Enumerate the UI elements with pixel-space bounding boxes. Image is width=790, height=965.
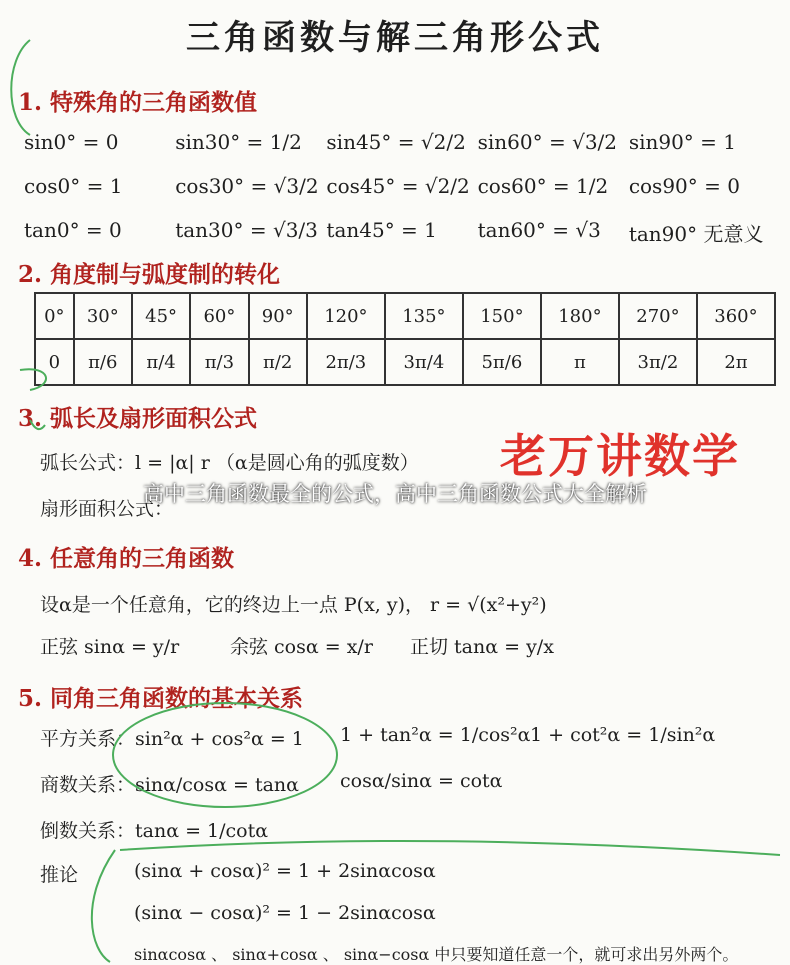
section-basic-relations-heading: 5. 同角三角函数的基本关系 — [18, 685, 304, 712]
watermark-logo-text: 老万讲数学 — [500, 429, 740, 483]
tan-value: tan30° = √3/3 — [175, 218, 318, 242]
square-relation-tan: 1 + tan²α = 1/cos²α — [340, 724, 531, 746]
tangent-definition: 正切 tanα = y/x — [410, 636, 554, 658]
tan-value: tan90° 无意义 — [628, 222, 764, 246]
arc-length-formula: 弧长公式：l = |α| r （α是圆心角的弧度数） — [40, 452, 419, 474]
degree-cell: 150° — [463, 293, 541, 339]
corollary-sum-square: (sinα + cosα)² = 1 + 2sinαcosα — [134, 860, 436, 882]
cos-value: cos60° = 1/2 — [477, 174, 609, 198]
degree-cell: 180° — [541, 293, 619, 339]
degree-cell: 120° — [307, 293, 385, 339]
corollary-label: 推论 — [40, 864, 79, 886]
sin-value: sin30° = 1/2 — [175, 130, 302, 154]
quotient-relation: 商数关系：sinα/cosα = tanα — [40, 774, 299, 796]
radian-cell: π/6 — [74, 339, 132, 385]
sector-area-formula: 扇形面积公式： — [40, 498, 174, 520]
corollary-note: sinαcosα 、 sinα+cosα 、 sinα−cosα 中只要知道任意一个，就可求出另外两个。 — [134, 945, 739, 964]
radian-cell: π — [541, 339, 619, 385]
section-arbitrary-angle-heading: 4. 任意角的三角函数 — [18, 545, 235, 572]
radian-cell: 5π/6 — [463, 339, 541, 385]
section-conversion-heading: 2. 角度制与弧度制的转化 — [18, 261, 281, 288]
sin-value: sin0° = 0 — [24, 130, 119, 154]
page-title: 三角函数与解三角形公式 — [186, 18, 604, 58]
radian-cell: 3π/2 — [619, 339, 697, 385]
cos-value: cos45° = √2/2 — [326, 174, 470, 198]
radian-cell: π/2 — [249, 339, 307, 385]
radian-cell: 2π/3 — [307, 339, 385, 385]
degree-cell: 270° — [619, 293, 697, 339]
radian-cell: 2π — [697, 339, 775, 385]
radian-cell: 3π/4 — [385, 339, 463, 385]
square-relation-cot: 1 + cot²α = 1/sin²α — [530, 724, 716, 746]
square-relation: 平方关系：sin²α + cos²α = 1 — [40, 728, 304, 750]
sin-value: sin60° = √3/2 — [477, 130, 618, 154]
radian-cell: 0 — [35, 339, 74, 385]
point-setup-text: 设α是一个任意角，它的终边上一点 P(x, y)， r = √(x²+y²) — [40, 594, 547, 616]
degree-cell: 0° — [35, 293, 74, 339]
cos-value: cos30° = √3/2 — [175, 174, 319, 198]
degree-cell: 90° — [249, 293, 307, 339]
tan-value: tan45° = 1 — [326, 218, 437, 242]
degree-cell: 360° — [697, 293, 775, 339]
section-special-angles-heading: 1. 特殊角的三角函数值 — [18, 89, 258, 116]
cos-value: cos0° = 1 — [24, 174, 123, 198]
sine-definition: 正弦 sinα = y/r — [40, 636, 180, 658]
sin-value: sin90° = 1 — [628, 130, 736, 154]
radian-cell: π/4 — [132, 339, 190, 385]
quotient-relation-cot: cosα/sinα = cotα — [340, 770, 503, 792]
tan-value: tan0° = 0 — [24, 218, 122, 242]
sin-value: sin45° = √2/2 — [326, 130, 466, 154]
degree-cell: 60° — [190, 293, 248, 339]
degree-cell: 30° — [74, 293, 132, 339]
radian-cell: π/3 — [190, 339, 248, 385]
section-arc-heading: 3. 弧长及扇形面积公式 — [18, 405, 258, 432]
corollary-diff-square: (sinα − cosα)² = 1 − 2sinαcosα — [134, 902, 436, 924]
cos-value: cos90° = 0 — [628, 174, 740, 198]
overlay-caption: 高中三角函数最全的公式，高中三角函数公式大全解析 — [143, 482, 647, 506]
degree-cell: 135° — [385, 293, 463, 339]
cosine-definition: 余弦 cosα = x/r — [230, 636, 373, 658]
tan-value: tan60° = √3 — [477, 218, 601, 242]
degree-cell: 45° — [132, 293, 190, 339]
reciprocal-relation: 倒数关系：tanα = 1/cotα — [40, 820, 269, 842]
